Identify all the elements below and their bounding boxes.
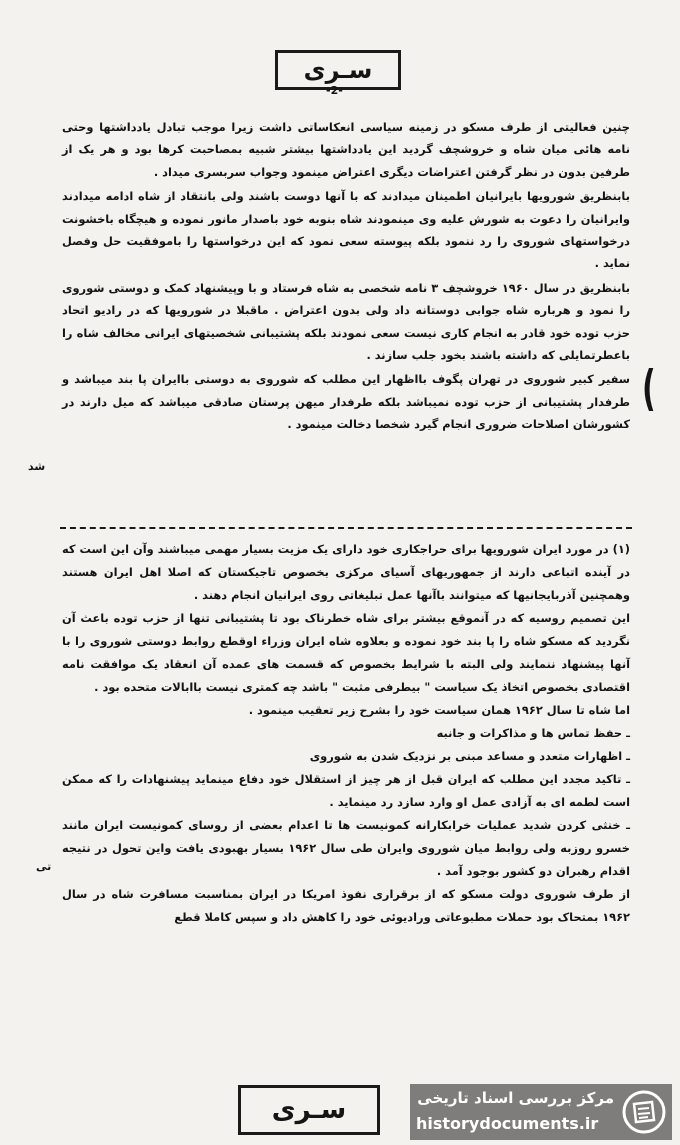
watermark-url: historydocuments.ir — [416, 1114, 599, 1133]
footnote-list-item: ـ تاکید مجدد این مطلب که ایران قبل از هر چیز از استقلال خود دفاع مینماید پیشنهادات را که ممکن است لطمه ای به آزادی عمل او وارد سازد رد مینماید . — [62, 772, 630, 809]
page-number: -2- — [326, 84, 343, 97]
footnotes-section — [62, 538, 630, 929]
classification-stamp-bottom — [238, 1085, 380, 1135]
footnote-list-item: ـ اظهارات متعدد و مساعد مبنی بر نزدیک شدن به شوروی — [309, 749, 630, 763]
body-paragraph: چنین فعالیتی از طرف مسکو در زمینه سیاسی انعکاساتی داشت زیرا موجب تبادل یادداشتها وحتی نامه هائی میان شاه و خروشچف گردید این یادداشتها بیشتر شبیه بمصاحبت کرها بود و هر یک از طرفین بدون در نظر گرفتن اعتراضات دیگری اعتراض مینمود وجواب سربسری میداد . — [62, 120, 630, 179]
archive-scroll-icon — [622, 1090, 666, 1134]
footnote-paragraph: اما شاه تا سال ۱۹۶۲ همان سیاست خود را بشرح زیر تعقیب مینمود . — [248, 703, 630, 717]
footnote-paragraph: از طرف شوروی دولت مسکو که از برقراری نفوذ امریکا در ایران بمناسبت مسافرت شاه در سال ۱۹۶۲ بمتحاک بود حملات مطبوعاتی ورادیوئی خود را کاهش داد و سپس کاملا قطع — [62, 887, 630, 924]
footnote-list-item: ـ حفظ تماس ها و مذاکرات و جانبه — [436, 726, 630, 740]
margin-note: شد — [28, 460, 46, 473]
margin-bracket-mark: ( — [642, 361, 656, 418]
body-paragraph: بابنظریق شورویها بایرانیان اطمینان میدادند که با آنها دوست باشند ولی بانتقاد از شاه ادامه میدادند وایرانیان را دعوت به شورش علیه وی مینمودند شاه بنوبه خود باصدار مانور نموده و هیچگاه باخشونت درخواستهای شوروی را رد ننمود بلکه پیوسته سعی نمود که این درخواستها را باموفقیت حل وفصل نماید . — [62, 189, 630, 271]
stamp-top-label: سـری — [303, 56, 373, 84]
body-paragraph: سفیر کبیر شوروی در تهران پگوف بااظهار این مطلب که شوروی به دوستی باایران پا بند میباشد و طرفدار پشتیبانی از حزب توده نمیباشد بلکه طرفدار میهن پرستان صادقی میباشد که میل دارند در کشورشان اصلاحات ضروری انجام گیرد شخصا دخالت مینمود . — [62, 372, 630, 432]
footnote-list-item: ـ خنثی کردن شدید عملیات خرابکارانه کمونیست ها تا اعدام بعضی از روسای کمونیست ایران مانند خسرو روزبه ولی روابط میان شوروی وایران طی سال ۱۹۶۲ بسیار بهبودی یافت واین تحول در نتیجه اقدام رهبران دو کشور بوجود آمد . — [62, 818, 630, 878]
footnote-paragraph: (۱) در مورد ایران شورویها برای حراجکاری خود دارای یک مزیت بسیار مهمی میباشند وآن این است که در آینده اتباعی دارند از جمهوریهای آسیای مرکزی بخصوص تاجیکستان که اصلا اهل ایران هستند وهمچنین آذربایجانیها که میتوانند باآنها عمل تبلیغاتی روی ایرانیان انجام دهند . — [62, 542, 630, 602]
watermark — [410, 1084, 672, 1140]
watermark-title: مرکز بررسی اسناد تاریخی — [417, 1089, 614, 1107]
footnote-divider — [60, 527, 632, 529]
footnote-paragraph: این تصمیم روسیه که در آنموقع بیشتر برای شاه خطرناک بود تا پشتیبانی تنها از حزب توده باعث آن نگردید که مسکو شاه را پا بند خود نموده و بعلاوه شاه ایران وزراء اوقطع روابط دوستی شوروی را با آنها پیشنهاد ننمایند ولی البته با شرایط بخصوص که قسمت های عمده آن انعقاد یک موافقت نامه اقتصادی بخصوص اتخاذ یک سیاست " بیطرفی مثبت " باشد چه کمتری نیست باابالات متحده بود . — [62, 611, 630, 694]
stamp-bottom-label: سـری — [271, 1095, 347, 1125]
body-paragraph: بابنظریق در سال ۱۹۶۰ خروشچف ۳ نامه شخصی به شاه فرستاد و با وپیشنهاد کمک و دوستی شوروی را نمود و هرباره شاه جوابی دوستانه داد ولی بدون اعتراض . ماقبلا در شورویها که در رادیو اتحاد حزب توده خود قادر به انجام کاری نیست سعی نمودند بلکه پشتیبانی شخصیتهای ایرانی مخالف شاه را باعطرتمایلی که داشته باشند بخود جلب سازند . — [62, 280, 630, 363]
margin-note: تی — [36, 860, 52, 873]
document-body — [62, 116, 630, 436]
